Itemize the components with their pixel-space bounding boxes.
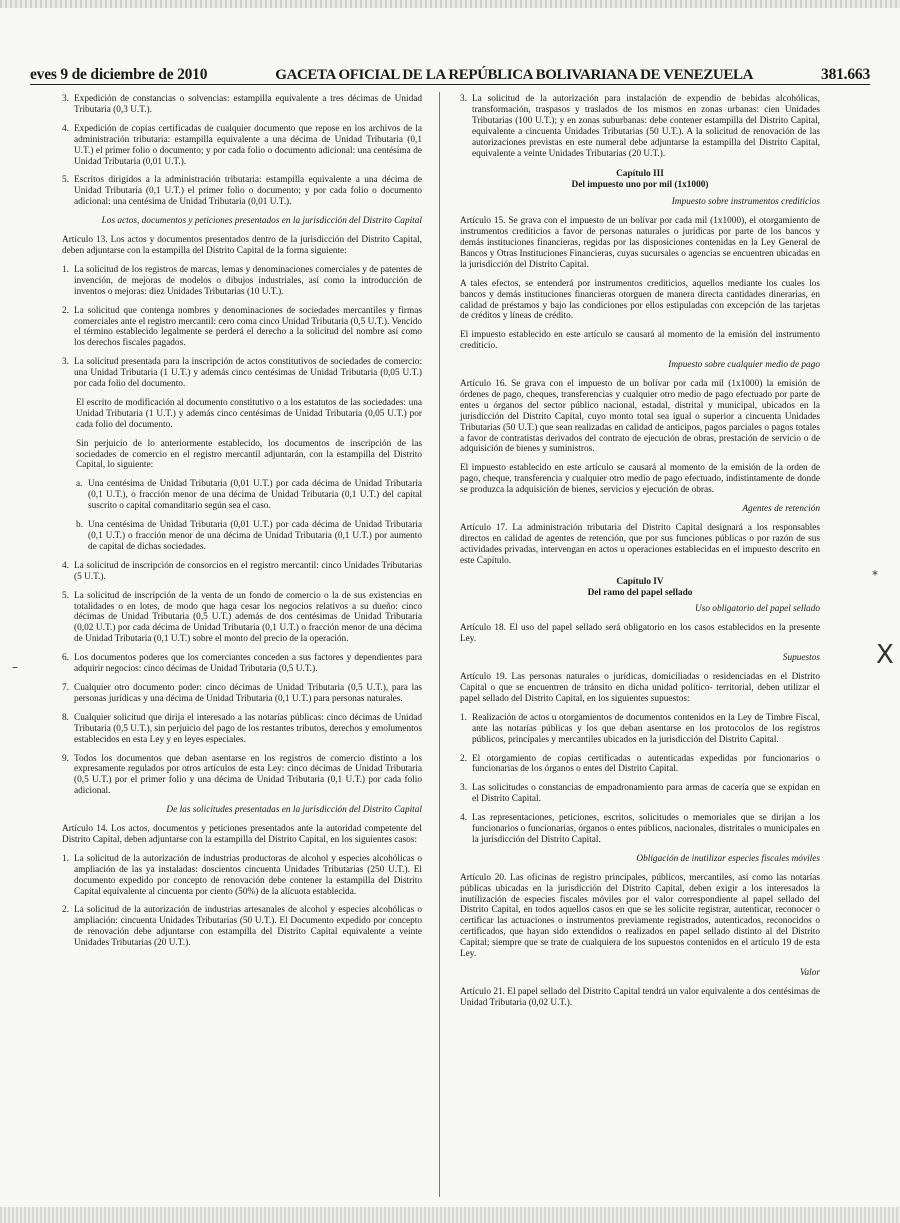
section-heading: Los actos, documentos y peticiones presentados en la jurisdicción del Distrito Capital — [101, 216, 422, 227]
header-publication: GACETA OFICIAL DE LA REPÚBLICA BOLIVARIANA DE VENEZUELA — [275, 67, 753, 83]
article-21: Artículo 21. El papel sellado del Distrito Capital tendrá un valor equivalente a dos centésimas de Unidad Tributaria (0,02 U.T.). — [460, 986, 820, 1008]
chapter-heading — [460, 577, 820, 599]
list-item — [62, 854, 422, 898]
list-item — [62, 754, 422, 798]
chapter-heading — [460, 169, 820, 191]
item-letter: b. — [76, 520, 83, 531]
item-number: 3. — [62, 94, 69, 104]
article-17: Artículo 17. La administración tributaria del Distrito Capital designará a los responsables directos en calidad de agentes de retención, que por sus funciones públicas o por razón de sus actividades privadas, intervengan en actos u operaciones establecidas en el impuesto descrito en este Capítulo. — [460, 523, 820, 566]
sub-item — [76, 520, 422, 553]
section-heading: De las solicitudes presentadas en la jurisdicción del Distrito Capital — [166, 805, 422, 816]
header-page-number: 381.663 — [821, 66, 870, 83]
item-number: 1. — [62, 853, 69, 864]
item-number: 5. — [62, 590, 69, 601]
list-item — [62, 306, 422, 350]
list-item — [62, 591, 422, 646]
article-15: Artículo 15. Se grava con el impuesto de un bolívar por cada mil (1x1000), el otorgamiento de instrumentos crediticios a favor de personas naturales o jurídicas por parte de los bancos y demás instituciones financieras, regidas por las disposiciones contenidas en la Ley General de Bancos y Otras Instituciones Financieras, cuyas sucursales o agencias se encuentren ubicadas en la jurisdicción del Distrito Capital. — [460, 216, 820, 270]
item-text: Expedición de copias certificadas de cualquier documento que repose en los archivos de la administración tributaria: estampilla equivalente a una décima de Unidad Tributaria (0,1 U.T.) el primer folio o documento; y por cada folio o documento adicional: una centésima de Unidad Tributaria (0,01 U.T.). — [74, 123, 422, 167]
item-number: 4. — [460, 813, 467, 824]
sub-item — [76, 479, 422, 512]
list-item — [62, 905, 422, 949]
item-number: 9. — [62, 753, 69, 764]
item-number: 3. — [62, 357, 69, 368]
item-number: 8. — [62, 712, 69, 723]
article-19: Artículo 19. Las personas naturales o jurídicas, domiciliadas o residenciadas en el Distrito Capital o que se encuentren de tránsito en dicha unidad político- territorial, deben utilizar el papel sellado del Distrito Capital, en los siguientes supuestos: — [460, 672, 820, 704]
article-paragraph: A tales efectos, se entenderá por instrumentos crediticios, aquellos mediante los cuales los bancos y demás instituciones financieras otorguen de manera directa cantidades dinerarias, en calidad de préstamos y bajo las condiciones por ellos estipuladas con excepción de las tarjetas de créditos y líneas de crédito. — [460, 278, 820, 322]
item-number: 5. — [62, 175, 69, 186]
list-item — [460, 713, 820, 746]
scan-top-edge — [0, 0, 900, 8]
chapter-subtitle: Del ramo del papel sellado — [587, 587, 693, 598]
list-item — [460, 813, 820, 846]
section-heading: Impuesto sobre instrumentos crediticios — [671, 197, 820, 208]
section-heading: Uso obligatorio del papel sellado — [695, 604, 820, 615]
item-text: La solicitud que contenga nombres y denominaciones de sociedades mercantiles y firmas comerciales ante el registro mercantil: cero coma cinco Unidad Tributaria (0,5 U.T.). Vencido el término establecido legalmente se perderá el derecho a la solicitud del nombre así como los derechos fiscales pagados. — [74, 305, 422, 349]
section-heading: Impuesto sobre cualquier medio de pago — [668, 360, 820, 371]
item-number: 4. — [62, 560, 69, 571]
item-number: 3. — [460, 783, 467, 794]
list-item — [62, 265, 422, 298]
article-16: Artículo 16. Se grava con el impuesto de un bolívar por cada mil (1x1000) la emisión de órdenes de pago, cheques, transferencias y cualquier otro medio de pago efectuado por parte de entes u órganos del sector público nacional, estadal, distrital y municipal, ubicados en la jurisdicción del Distrito Capital, cuyo monto total sea igual o superior a cincuenta Unidades Tributarias (50 U.T.) que sean realizadas en calidad de anticipos, pagos parciales o pagos totales a favor de contratistas derivados del contrato de ejecución de obras, prestación de servicio o de adquisición de bienes y suministros. — [460, 379, 820, 455]
chapter-title: Capítulo III — [616, 169, 664, 180]
item-paragraph: Sin perjuicio de lo anteriormente establecido, los documentos de inscripción de las sociedades de comercio en el registro mercantil adjuntarán, con la estampilla del Distrito Capital, lo siguiente: — [76, 438, 422, 471]
section-heading: Obligación de inutilizar especies fiscales móviles — [636, 853, 820, 864]
item-text: Cualquier otro documento poder: cinco décimas de Unidad Tributaria (0,5 U.T.), para las personas jurídicas y una décima de Unidad Tributaria (0,1 U.T.) para personas naturales. — [74, 682, 422, 704]
section-heading: Supuestos — [782, 653, 820, 664]
chapter-subtitle: Del impuesto uno por mil (1x1000) — [571, 180, 709, 191]
header-date: eves 9 de diciembre de 2010 — [30, 66, 208, 83]
article-paragraph: El impuesto establecido en este artículo se causará al momento de la emisión de la orden de pago, cheque, transferencia y cualquier otro medio de pago efectuado, indistintamente de donde se produzca la adquisición de bienes, servicios y ejecución de obras. — [460, 463, 820, 496]
article-paragraph: El impuesto establecido en este artículo se causará al momento de la emisión del instrumento crediticio. — [460, 330, 820, 352]
item-text: La solicitud de la autorización para instalación de expendio de bebidas alcohólicas, transformación, traspasos y traslados de los mismos en zonas urbanas: cien Unidades Tributarias (100 U.T.); y en zonas suburbanas: debe contener estampilla del Distrito Capital, equivalente a cincuenta Unidades Tributarias (50 U.T.). A la solicitud de renovación de las autorizaciones previstas en este numeral debe adjuntarse la estampilla del Distrito Capital, equivalente a veinte Unidades Tributarias (20 U.T.). — [472, 94, 820, 159]
margin-asterisk: * — [872, 568, 878, 582]
item-text: La solicitud de los registros de marcas, lemas y denominaciones comerciales y de patentes de invención, de mejoras de modelos o dibujos industriales, así como la introducción de inventos o mejoras: diez Unidades Tributarias (10 U.T.). — [74, 264, 422, 297]
right-column — [460, 94, 820, 1017]
list-item — [62, 175, 422, 208]
column-divider — [439, 92, 440, 1197]
list-item — [62, 683, 422, 705]
item-text: Una centésima de Unidad Tributaria (0,01 U.T.) por cada décima de Unidad Tributaria (0,1 U.T.), o fracción menor de una décima de Unidad Tributaria (0,1 U.T.) del capital suscrito o capital comanditario según sea el caso. — [88, 479, 422, 512]
item-letter: a. — [76, 479, 83, 490]
list-item — [62, 561, 422, 583]
item-text: Las representaciones, peticiones, escritos, solicitudes o memoriales que se dirijan a los funcionarios o funcionarias, órganos o entes públicos, nacionales, distritales o municipales en la jurisdicción del Distrito Capital. — [472, 813, 820, 845]
article-14: Artículo 14. Los actos, documentos y peticiones presentados ante la autoridad competente del Distrito Capital, deben adjuntarse con la estampilla del Distrito Capital, en los siguientes casos: — [62, 824, 422, 845]
item-text: Realización de actos u otorgamientos de documentos contenidos en la Ley de Timbre Fiscal, ante las notarías públicas y los que deban asentarse en los protocolos de los registros públicos, principales y mercantiles ubicados en la jurisdicción del Distrito Capital. — [472, 712, 820, 745]
item-text: Todos los documentos que deban asentarse en los registros de comercio distinto a los expresamente regulados por otros artículos de esta Ley: cinco décimas de Unidad Tributaria (0,5 U.T.) por el primer folio y una décima de Unidad Tributaria (0,1 U.T.) por cada folio adicional. — [74, 753, 422, 797]
item-number: 2. — [62, 905, 69, 916]
item-text: La solicitud de la autorización de industrias artesanales de alcohol y especies alcohólicas o ampliación: cincuenta Unidades Tributarias (50 U.T.). El Documento expedido por concepto de renovación debe adjuntarse con estampilla del Distrito Capital equivalente a veinte Unidades Tributarias (20 U.T.). — [74, 905, 422, 949]
list-item — [460, 94, 820, 159]
list-item — [62, 124, 422, 168]
scan-bottom-edge — [0, 1207, 900, 1223]
article-20: Artículo 20. Las oficinas de registro principales, públicos, mercantiles, así como las notarías públicas ubicadas en la jurisdicción del Distrito Capital, deben exigir a los interesados la inutilización de especies fiscales móviles por el valor correspondiente al papel sellado del Distrito Capital, en todos aquellos casos en que se les solicite registrar, autenticar, reconocer o certificar las actuaciones o instrumentos previamente registrados, autenticados, reconocidos o certificados, que hayan sido extendidos o realizados en papel sellado distinto al del Distrito Capital; siempre que se trate de cualquiera de los supuestos contenidos en el artículo 19 de esta Ley. — [460, 872, 820, 960]
margin-dash: – — [12, 660, 18, 674]
item-paragraph: El escrito de modificación al documento constitutivo o a los estatutos de las sociedades: una Unidad Tributaria (1 U.T.) y además cinco centésimas de Unidad Tributaria (0,05 U.T.) por cada folio del documento. — [76, 397, 422, 430]
item-text: La solicitud de la autorización de industrias productoras de alcohol y especies alcohólicas o ampliación de las ya instaladas: doscientos cincuenta Unidades Tributarias (250 U.T.). El documento expedido por concepto de renovación debe contener la estampilla del Distrito Capital equivalente al cincuenta por ciento (50%) de la alícuota establecida. — [74, 853, 422, 897]
item-text: La solicitud de inscripción de consorcios en el registro mercantil: cinco Unidades Tributarias (5 U.T.). — [74, 560, 422, 582]
article-13: Artículo 13. Los actos y documentos presentados dentro de la jurisdicción del Distrito Capital, deben adjuntarse con la estampilla del Distrito Capital de la forma siguiente: — [62, 235, 422, 256]
item-number: 6. — [62, 653, 69, 664]
list-item — [460, 783, 820, 805]
page-header — [30, 62, 870, 85]
chapter-title: Capítulo IV — [616, 576, 664, 587]
item-text: La solicitud presentada para la inscripción de actos constitutivos de sociedades de comercio: una Unidad Tributaria (1 U.T.) y además cinco centésimas de Unidad Tributaria (0,05 U.T.) por cada folio del documento. — [74, 357, 422, 390]
item-number: 7. — [62, 682, 69, 693]
list-item — [62, 357, 422, 390]
item-number: 3. — [460, 94, 467, 104]
item-text: Cualquier solicitud que dirija el interesado a las notarías públicas: cinco décimas de Unidad Tributaria (0,5 U.T.), sin perjuicio del pago de los restantes tributos, derechos y emolumentos establecidos en esta Ley y en leyes especiales. — [74, 712, 422, 745]
item-text: Una centésima de Unidad Tributaria (0,01 U.T.) por cada décima de Unidad Tributaria (0,1 U.T.) o fracción menor de una décima de Unidad Tributaria (0,1 U.T.) por aumento de capital de dichas sociedades. — [88, 520, 422, 552]
item-text: Las solicitudes o constancias de empadronamiento para armas de cacería que se expidan en el Distrito Capital. — [472, 783, 820, 805]
list-item — [460, 754, 820, 776]
item-text: El otorgamiento de copias certificadas o autenticadas expedidas por funcionarios o funcionarias de los órganos o entes del Distrito Capital. — [472, 753, 820, 775]
handwritten-x-mark: X — [876, 640, 894, 670]
item-text: Escritos dirigidos a la administración tributaria: estampilla equivalente a una décima de Unidad Tributaria (0,1 U.T.) el primer folio o documento; y por cada folio o documento adicional: una centésima de Unidad Tributaria (0,01 U.T.). — [74, 175, 422, 208]
item-text: La solicitud de inscripción de la venta de un fondo de comercio o la de sus existencias en totalidades o en lotes, de modo que haga cesar los negocios relativos a su dueño: cinco décimas de Unidad Tributaria (0,5 U.T.) además de dos centésimas de Unidad Tributaria (0,02 U.T.) por cada décima de Unidad Tributaria (0,1 U.T.) o fracción menor de una décima de Unidad Tributaria (0,1 U.T.) sobre el monto del precio de la operación. — [74, 590, 422, 645]
list-item — [62, 94, 422, 116]
item-number: 1. — [62, 264, 69, 275]
section-heading: Agentes de retención — [742, 504, 820, 515]
item-number: 2. — [460, 753, 467, 764]
list-item — [62, 653, 422, 675]
item-number: 4. — [62, 123, 69, 134]
article-18: Artículo 18. El uso del papel sellado será obligatorio en los casos establecidos en la presente Ley. — [460, 623, 820, 645]
item-text: Expedición de constancias o solvencias: estampilla equivalente a tres décimas de Unidad Tributaria (0,3 U.T.). — [74, 94, 422, 115]
list-item — [62, 713, 422, 746]
item-text: Los documentos poderes que los comerciantes conceden a sus factores y dependientes para adquirir negocios: cinco décimas de Unidad Tributaria (0,5 U.T.). — [74, 653, 422, 675]
section-heading: Valor — [799, 968, 820, 978]
left-column — [62, 94, 422, 957]
item-number: 2. — [62, 305, 69, 316]
item-number: 1. — [460, 712, 467, 723]
